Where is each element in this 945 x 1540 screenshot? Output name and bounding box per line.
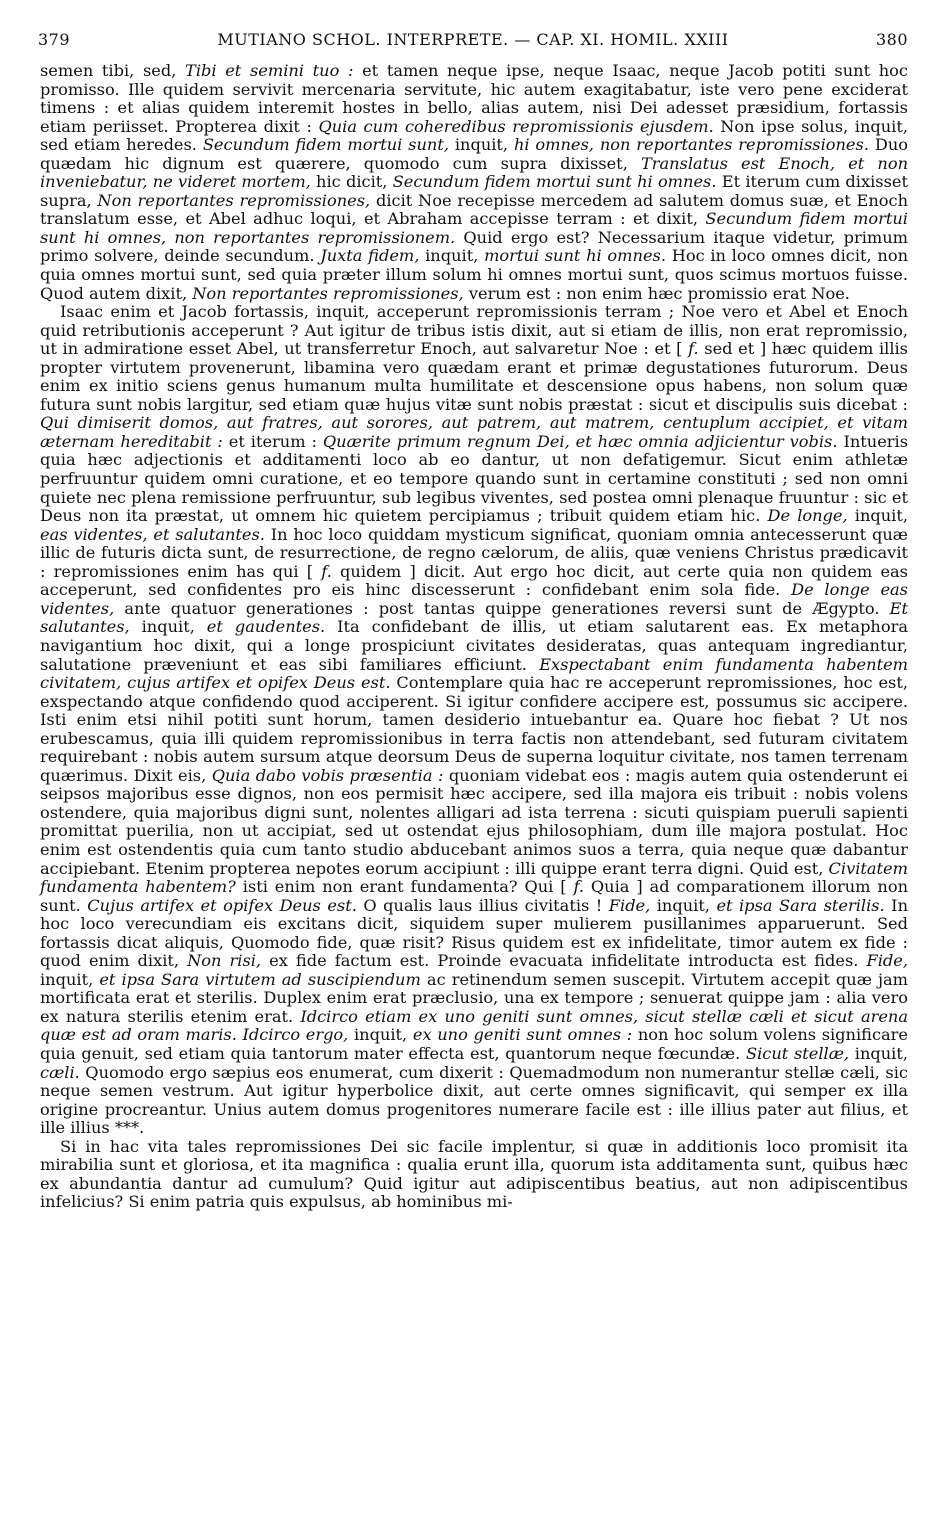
italic-text: Cujus artifex et opifex Deus est. (87, 895, 357, 915)
italic-text: Secundum fidem mortui sunt, (202, 135, 449, 155)
text-run: sed et ] hæc quidem illis propter virtutem provenerunt, libamina vero quædam erant et primæ degustationes futurorum. Deus enim ex initio sciens genus humanum multa humilitate et descensione opus habens, non solum quæ futura sunt nobis largitur, sed etiam quæ hujus vitæ sunt nobis præstat : sicut et discipulis suis dicebat : (40, 339, 908, 414)
text-run: isti enim non erant fundamenta? Qui [ (235, 877, 574, 897)
italic-text: Sicut stellæ, (746, 1043, 850, 1063)
text-run: verum est : non enim hæc promissio erat Noe. (463, 283, 850, 303)
text-run: inquit, (448, 135, 514, 155)
text-run: inquit, (650, 895, 717, 915)
text-run: inquit, (348, 1025, 413, 1045)
italic-text: Civitatem fundamenta habentem? (40, 858, 908, 897)
text-run: dicit Noe recepisse mercedem ad salutem domus suæ, et Enoch translatum esse, et Abel adhuc loqui, et Abraham accepisse terram : et dixit, (40, 190, 909, 229)
text-run: Non ipse solus, inquit, sed etiam heredes. (40, 116, 908, 155)
text-run: Quia ] ad comparationem illorum non sunt. (40, 877, 908, 915)
paragraph (40, 1138, 908, 1212)
italic-text: Qui dimiserit domos, aut fratres, aut sorores, aut patrem, aut matrem, centuplum accipiet, et vitam æternam hereditabit : (40, 413, 908, 451)
italic-text: mortui sunt hi omnes. (484, 246, 666, 266)
italic-text: Fide, (866, 951, 908, 971)
italic-text: Quia cum coheredibus repromissionis ejusdem. (318, 116, 714, 136)
text-run: inquit, (129, 617, 207, 637)
text-run: inquit, (419, 246, 485, 266)
italic-text: Non risi, (187, 951, 262, 971)
italic-text: Non reportantes repromissiones, (97, 190, 371, 210)
text-run: ante quatuor generationes : post tantas quippe generationes reversi sunt de Ægypto. (114, 598, 890, 618)
paragraph (40, 62, 908, 303)
text-run: inquit, (40, 969, 100, 989)
running-header (38, 30, 908, 54)
text-run: In hoc loco verecundiam eis excitans dicit, siquidem super mulierem pusillanimes apparuerunt. Sed fortassis dicat aliquis, Quomodo fide, quæ risit? Risus quidem est ex infidelitate, timor autem ex fide : quod enim dixit, (40, 895, 908, 971)
text-run: quidem ] dicit. Aut ergo hoc dicit, aut certe quia non quidem eas acceperunt, sed confidentes pro eis hinc discesserunt : confidebant enim sola fide. (40, 561, 908, 600)
italic-text: Fide, (608, 895, 651, 915)
text-run: quoniam videbat eos : magis autem quia ostenderunt ei seipsos majoribus esse dignos, non eos permisit hæc accipere, sed illa majora eis tribuit : nobis volens ostendere, quia majoribus digni sunt, nolentes alligari ad ista terrena : sicuti quispiam pueruli sapienti promittat puerilia, non ut accipiat, sed ut ostendat ejus philosophiam, dum ille majora postulat. Hoc enim est ostendentis quia cum tanto studio abducebant animos suos a terra, quia neque quæ dabantur accipiebant. Etenim propterea nepotes eorum accipiunt : illi quippe erant terra digni. Quid est, (40, 765, 908, 878)
italic-text: ex uno geniti sunt omnes : (412, 1025, 633, 1045)
text-run: Hoc in loco omnes dicit, non quia omnes mortui sunt, sed quia præter illum solum hi omnes mortui sunt, quos scimus mortuos fuisse. Quod autem dixit, (40, 246, 908, 303)
text-run: Ita confidebant de illis, ut etiam salutarent eas. Ex metaphora navigantium hoc dixit, qui a longe prospiciunt civitates desideratas, quas antequam ingrediantur, salutatione præveniunt et eas sibi familiares efficiunt. (40, 617, 908, 674)
page-number-left: 379 (38, 30, 71, 49)
text-run: inquit, (847, 506, 908, 526)
italic-text: Juxta fidem, (320, 246, 420, 266)
italic-text: Non reportantes repromissiones, (192, 283, 464, 303)
text-run: Contemplare quia hac re acceperunt repromissiones, hoc est, exspectando atque confidendo quod acciperent. Si igitur confidere accipere est, possumus sic accipere. Isti enim etsi nihil potiti sunt horum, tamen desiderio intuebantur ea. Quare hoc fiebat ? Ut nos erubescamus, quia illi quidem repromissionibus in terra factis non attendebant, sed futuram civitatem requirebant : nobis autem sursum atque deorsum Deus de superna loquitur civitate, nos tamen terrenam quærimus. Dixit eis, (40, 673, 908, 785)
text-run: O qualis laus illius civitatis ! (356, 895, 609, 915)
italic-text: De longe, (767, 506, 848, 526)
text-run: et iterum : (222, 431, 323, 451)
text-run: Et iterum cum dixisset supra, (40, 172, 908, 210)
italic-text: Secundum fidem mortui sunt hi omnes, non reportantes repromissionem. (40, 209, 908, 247)
italic-text: Secundum fidem mortui sunt hi omnes. (392, 172, 717, 192)
italic-text: Quia dabo vobis præsentia : (211, 765, 444, 785)
italic-text: et gaudentes. (206, 617, 326, 637)
italic-text: Et salutantes, (40, 598, 908, 637)
italic-text: Quærite primum regnum Dei, et hæc omnia adjicientur vobis. (322, 431, 838, 451)
italic-text: hi omnes, non reportantes repromissiones. (513, 135, 869, 155)
italic-text: f. (688, 339, 699, 359)
page-number-right: 380 (875, 30, 908, 49)
text-run: non hoc solum volens significare quia genuit, sed etiam quia tantorum mater effecta est, quantorum neque fœcundæ. (40, 1025, 908, 1063)
italic-text: f. (321, 561, 332, 581)
italic-text: et ipsa Sara sterilis. (716, 895, 885, 915)
italic-text: eas videntes, et salutantes. (40, 524, 265, 544)
text-run: semen tibi, sed, (40, 61, 186, 80)
text-run: inquit, (849, 1043, 908, 1063)
running-head-title: MUTIANO SCHOL. INTERPRETE. — CAP. XI. HOMIL. XXIII (217, 30, 729, 49)
italic-text: et ipsa Sara virtutem ad suscipiendum (99, 969, 421, 989)
text-run: Isaac enim et Jacob fortassis, inquit, acceperunt repromissionis terram ; Noe vero et Abel et Enoch quid retributionis acceperunt ? Aut igitur de tribus istis dixit, aut si etiam de illis, non erat repromissio, ut in admiratione esset Abel, ut transferretur Enoch, aut salvaretur Noe : et [ (40, 302, 908, 359)
italic-text: Tibi et semini tuo : (185, 61, 354, 80)
text-run: Intueris quia hæc adjectionis et additamenti loco ab eo dantur, ut non defatigemur. Sicut enim athletæ perfruuntur quidem omni curatione, et eo tempore quando sunt in certamine constituti ; sed non omni quiete nec plena remissione perfruuntur, sub legibus viventes, sed postea omni plenaque fruuntur : sic et Deus non ita præstat, ut omnem hic quietem percipiamus ; tribuit quidem etiam hic. (40, 431, 908, 526)
italic-text: Translatus est Enoch, et non inveniebatur, ne videret mortem, (40, 153, 909, 192)
italic-text: De longe eas videntes, (40, 580, 908, 618)
text-run: Quomodo ergo sæpius eos enumerat, cum dixerit : Quemadmodum non numerantur stellæ cæli, sic neque semen vestrum. Aut igitur hyperbolice dixit, aut certe omnes significavit, qui semper ex illa origine procreantur. Unius autem domus progenitores numerare facile est : ille illius pater aut filius, et ille illius ***. (40, 1062, 908, 1138)
body-text (40, 62, 908, 1212)
italic-text: Exspectabant enim fundamenta habentem civitatem, cujus artifex et opifex Deus est. (40, 654, 908, 693)
text-run: Duo quædam hic dignum est quærere, quomodo cum supra dixisset, (40, 135, 908, 173)
paragraph (40, 303, 908, 1138)
text-run: ex fide factum est. Proinde evacuata infidelitate introducta est fides. (261, 951, 867, 971)
italic-text: f. (573, 877, 585, 897)
text-run: hic dicit, (310, 172, 393, 192)
text-run: ac retinendum semen suscepit. Virtutem accepit quæ jam mortificata erat et sterilis. Duplex enim erat præclusio, una ex tempore ; senuerat quippe jam : alia vero ex natura sterilis etenim erat. (40, 969, 909, 1026)
text-run: et tamen neque ipse, neque Isaac, neque Jacob potiti sunt hoc promisso. Ille quidem servivit mercenaria servitute, hic autem exagitabatur, iste vero pene exciderat timens : et alias quidem interemit hostes in bello, alias autem, nisi Dei adesset præsidium, fortassis etiam periisset. Propterea dixit : (40, 61, 908, 136)
text-run: In hoc loco quiddam mysticum significat, quoniam omnia antecesserunt quæ illic de futuris dicta sunt, de resurrectione, de regno cælorum, de aliis, quæ veniens Christus prædicavit : repromissiones enim has qui [ (40, 524, 908, 581)
text-run: Quid ergo est? Necessarium itaque videtur, primum primo solvere, deinde secundum. (40, 227, 908, 266)
italic-text: cæli. (40, 1062, 80, 1082)
text-run: Si in hac vita tales repromissiones Dei sic facile implentur, si quæ in additionis loco promisit ita mirabilia sunt et gloriosa, et ita magnifica : qualia erunt illa, quorum ista additamenta sunt, quibus hæc ex abundantia dantur ad cumulum? Quid igitur aut adipiscentibus beatius, aut non adipiscentibus infelicius? Si enim patria quis expulsus, ab hominibus mi- (40, 1136, 908, 1212)
italic-text: Idcirco etiam ex uno geniti sunt omnes, sicut stellæ cæli et sicut arena quæ est ad oram maris. Idcirco ergo, (40, 1006, 908, 1045)
